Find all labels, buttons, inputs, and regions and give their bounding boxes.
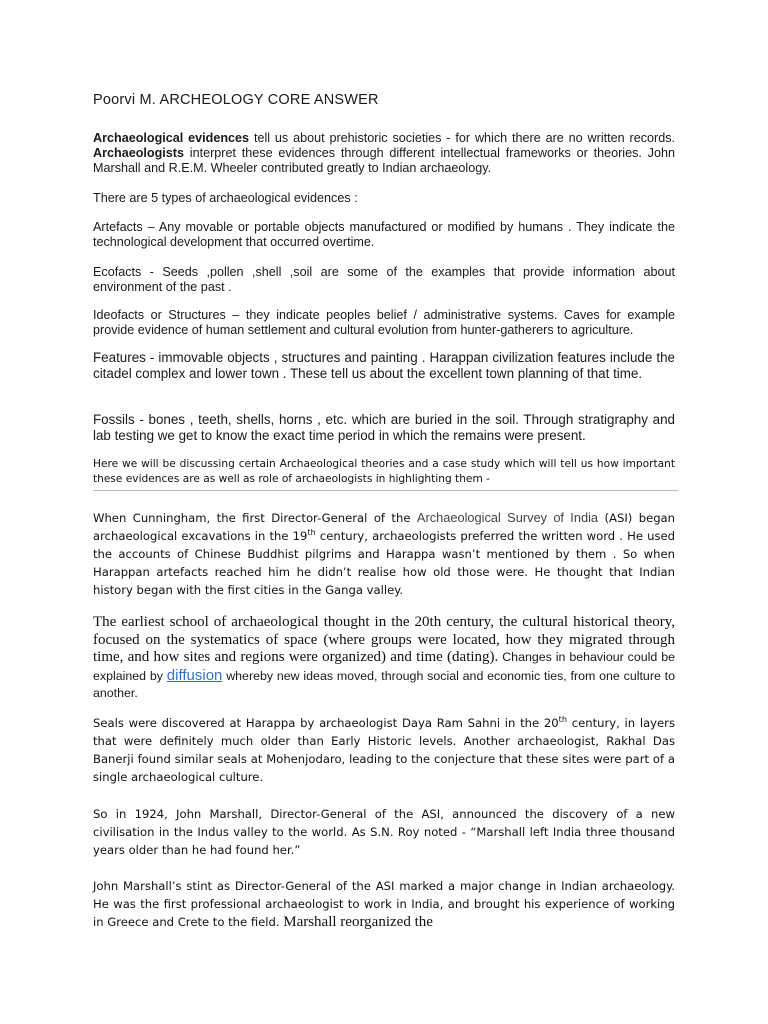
term-archaeologists: Archaeologists [93, 146, 184, 160]
discussion-paragraph: Here we will be discussing certain Archaeological theories and a case study which will tell us how important these evidences are as well as role of archaeologists in highlighting them - [93, 458, 675, 485]
seals-paragraph: Seals were discovered at Harappa by archaeologist Daya Ram Sahni in the 20th century, in layers that were definitely much older than Early Historic levels. Another archaeologist, Rakhal Das Banerji found similar seals at Mohenjodaro, leading to the conjecture that these sites were part of a single archaeological culture. [93, 714, 675, 784]
types-intro: There are 5 types of archaeological evidences : [93, 191, 358, 205]
school-paragraph: The earliest school of archaeological thought in the 20th century, the cultural historical theory, focused on the systematics of space (where groups were located, how they migrated through time, and how sites and regions were organized) and time (dating). Changes in behaviour could be explained by diffusion whereby new ideas moved, through social and economic ties, from one culture to another. [93, 614, 676, 700]
marshall-1924-paragraph: So in 1924, John Marshall, Director-General of the ASI, announced the discovery of a new civilisation in the Indus valley to the world. As S.N. Roy noted - “Marshall left India three thousand years older than he had found her.” [93, 807, 675, 857]
artefacts-paragraph: Artefacts – Any movable or portable objects manufactured or modified by humans . They indicate the technological development that occurred overtime. [93, 220, 675, 249]
section-divider [93, 490, 678, 491]
features-paragraph: Features - immovable objects , structures and painting . Harappan civilization features include the citadel complex and lower town . These tell us about the excellent town planning of that time. [93, 350, 675, 381]
marshall-stint-paragraph: John Marshall’s stint as Director-General of the ASI marked a major change in Indian archaeology. He was the first professional archaeologist to work in India, and brought his experience of working in Greece and Crete to the field. Marshall reorganized the [93, 879, 675, 930]
cunningham-paragraph: When Cunningham, the first Director-General of the Archaeological Survey of India (ASI) began archaeological excavations in the 19th century, archaeologists preferred the written word . He used the accounts of Chinese Buddhist pilgrims and Harappa wasn’t mentioned by them . So when Harappan artefacts reached him he didn’t realise how old those were. He thought that Indian history began with the first cities in the Ganga valley. [93, 510, 676, 597]
intro-paragraph: Archaeological evidences tell us about prehistoric societies - for which there are no written records. Archaeologists interpret these evidences through different intellectual frameworks or theories. John Marshall and R.E.M. Wheeler contributed greatly to Indian archaeology. [93, 131, 675, 175]
page-title: Poorvi M. ARCHEOLOGY CORE ANSWER [93, 92, 379, 108]
asi-name: Archaeological Survey of India [416, 510, 599, 525]
diffusion-link[interactable]: diffusion [166, 666, 223, 684]
term-archaeological-theories: Archaeological theories [279, 458, 405, 470]
term-archaeological-evidences: Archaeological evidences [93, 131, 250, 145]
fossils-paragraph: Fossils - bones , teeth, shells, horns , etc. which are buried in the soil. Through stratigraphy and lab testing we get to know the exact time period in which the remains were present. [93, 412, 675, 443]
ideofacts-paragraph: Ideofacts or Structures – they indicate peoples belief / administrative systems. Caves for example provide evidence of human settlement and cultural evolution from hunter-gatherers to agriculture. [93, 308, 675, 337]
ecofacts-paragraph: Ecofacts - Seeds ,pollen ,shell ,soil are some of the examples that provide information about environment of the past . [93, 265, 675, 294]
